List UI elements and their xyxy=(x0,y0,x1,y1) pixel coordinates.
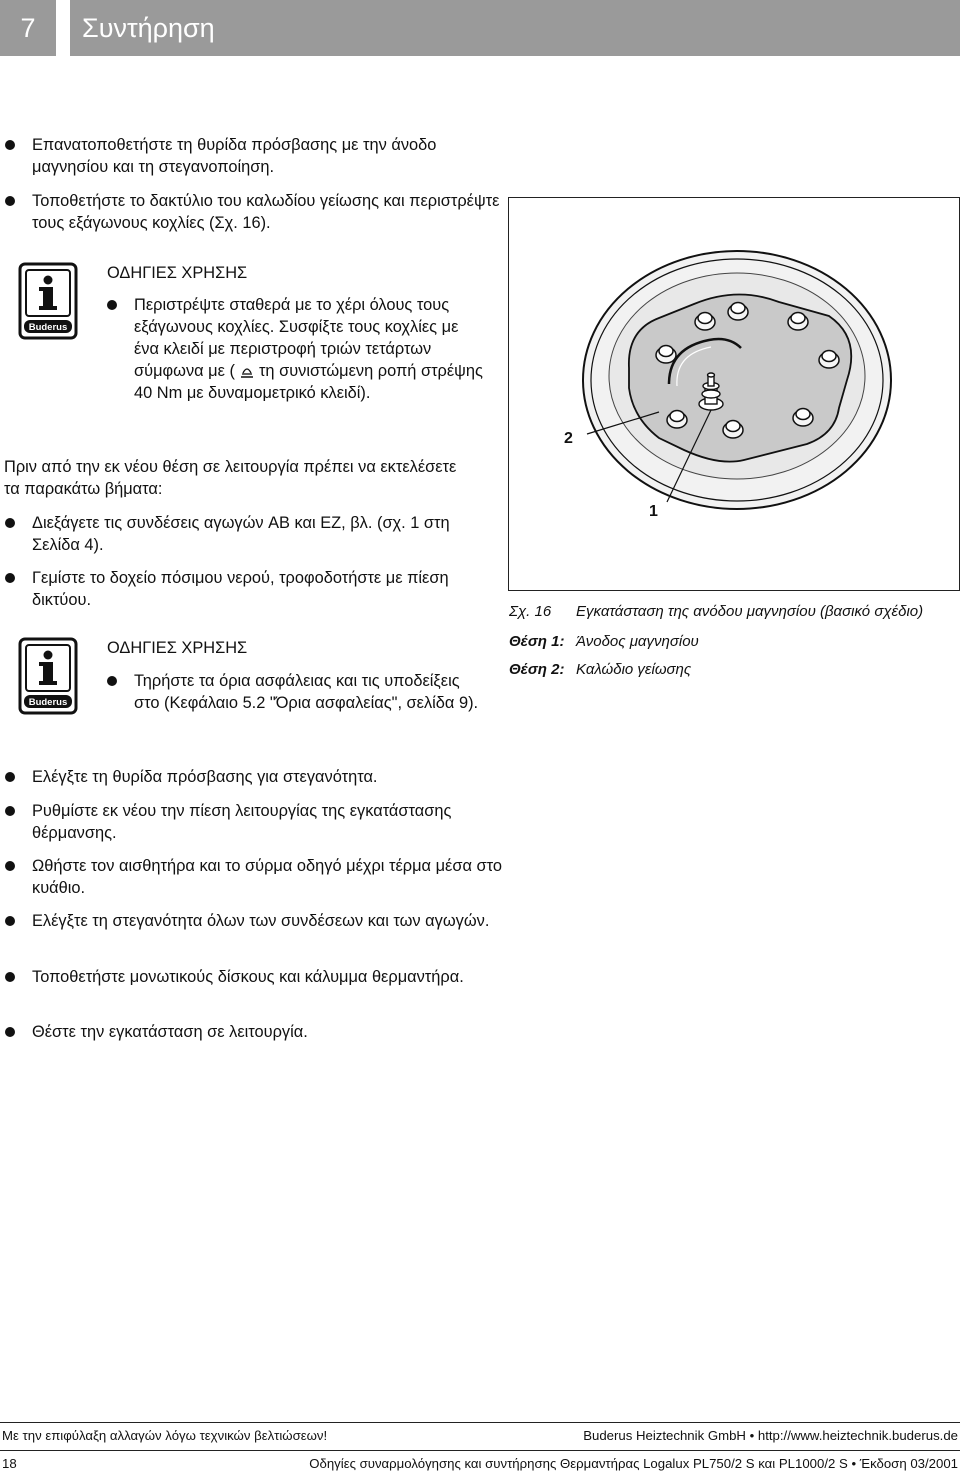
document-title: Οδηγίες συναρμολόγησης και συντήρησης Θερμαντήρας Logalux PL750/2 S και PL1000/2 S • Έκδοση 03/2001 xyxy=(309,1456,958,1471)
note-heading: ΟΔΗΓΙΕΣ ΧΡΗΣΗΣ xyxy=(107,639,248,657)
footer-divider xyxy=(0,1450,960,1451)
info-icon xyxy=(18,262,78,340)
list-item: Ρυθμίστε εκ νέου την πίεση λειτουργίας της εγκατάστασης θέρμανσης. xyxy=(4,800,502,844)
note-text: Τηρήστε τα όρια ασφάλειας και τις υποδείξεις στο (Κεφάλαιο 5.2 "Όρια ασφαλείας", σελίδα 9). xyxy=(107,670,484,714)
intro-paragraph: Πριν από την εκ νέου θέση σε λειτουργία πρέπει να εκτελέσετε τα παρακάτω βήματα: xyxy=(4,458,457,498)
list-item: Τοποθετήστε το δακτύλιο του καλωδίου γείωσης και περιστρέψτε τους εξάγωνους κοχλίες (Σχ. 16). xyxy=(4,190,502,234)
list-item: Διεξάγετε τις συνδέσεις αγωγών AB και EZ, βλ. (σχ. 1 στη Σελίδα 4). xyxy=(4,512,502,556)
legend-key: Θέση 1: xyxy=(509,633,565,650)
figure-caption-label: Σχ. 16 xyxy=(509,603,552,620)
list-item: Γεμίστε το δοχείο πόσιμου νερού, τροφοδοτήστε με πίεση δικτύου. xyxy=(4,567,502,611)
chapter-title: Συντήρηση xyxy=(70,0,960,56)
callout-1: 1 xyxy=(649,503,658,520)
callout-2: 2 xyxy=(564,430,573,447)
legend-value: Άνοδος μαγνησίου xyxy=(576,633,699,650)
figure-caption-text: Εγκατάσταση της ανόδου μαγνησίου (βασικό σχέδιο) xyxy=(576,603,924,620)
torque-symbol-icon xyxy=(239,364,255,378)
footer-divider xyxy=(0,1422,960,1423)
info-icon xyxy=(18,637,78,715)
list-item: Ελέγξτε τη στεγανότητα όλων των συνδέσεων και των αγωγών. xyxy=(4,910,502,932)
list-item: Ωθήστε τον αισθητήρα και το σύρμα οδηγό μέχρι τέρμα μέσα στο κυάθιο. xyxy=(4,855,502,899)
legend-key: Θέση 2: xyxy=(509,661,565,678)
legend-value: Καλώδιο γείωσης xyxy=(576,661,692,678)
list-item: Θέστε την εγκατάσταση σε λειτουργία. xyxy=(4,1021,502,1043)
chapter-number: 7 xyxy=(0,0,56,56)
list-item: Επανατοποθετήστε τη θυρίδα πρόσβασης με την άνοδο μαγνησίου και τη στεγανοποίηση. xyxy=(4,134,502,178)
note-heading: ΟΔΗΓΙΕΣ ΧΡΗΣΗΣ xyxy=(107,264,248,282)
list-item: Ελέγξτε τη θυρίδα πρόσβασης για στεγανότητα. xyxy=(4,766,502,788)
note-text-part: τη συνιστώμενη ροπή στρέψης 40 Nm με δυναμομετρικό κλειδί). xyxy=(134,362,483,402)
magnesium-anode-diagram xyxy=(509,198,959,590)
svg-text:Buderus: Buderus xyxy=(28,697,68,708)
page-number: 18 xyxy=(2,1456,17,1471)
footer-company: Buderus Heiztechnik GmbH • http://www.heiztechnik.buderus.de xyxy=(583,1428,958,1443)
figure-frame xyxy=(508,197,960,591)
svg-text:Buderus: Buderus xyxy=(28,322,68,333)
list-item: Τοποθετήστε μονωτικούς δίσκους και κάλυμμα θερμαντήρα. xyxy=(4,966,502,988)
footer-disclaimer: Με την επιφύλαξη αλλαγών λόγω τεχνικών βελτιώσεων! xyxy=(2,1428,328,1443)
note-text xyxy=(107,294,484,404)
note-text-part: Περιστρέψτε σταθερά με το χέρι όλους τους εξάγωνους κοχλίες. Συσφίξτε τους κοχλίες με ένα κλειδί με περιστροφή τριών τετάρτων σύμφωνα με ( xyxy=(134,296,459,380)
